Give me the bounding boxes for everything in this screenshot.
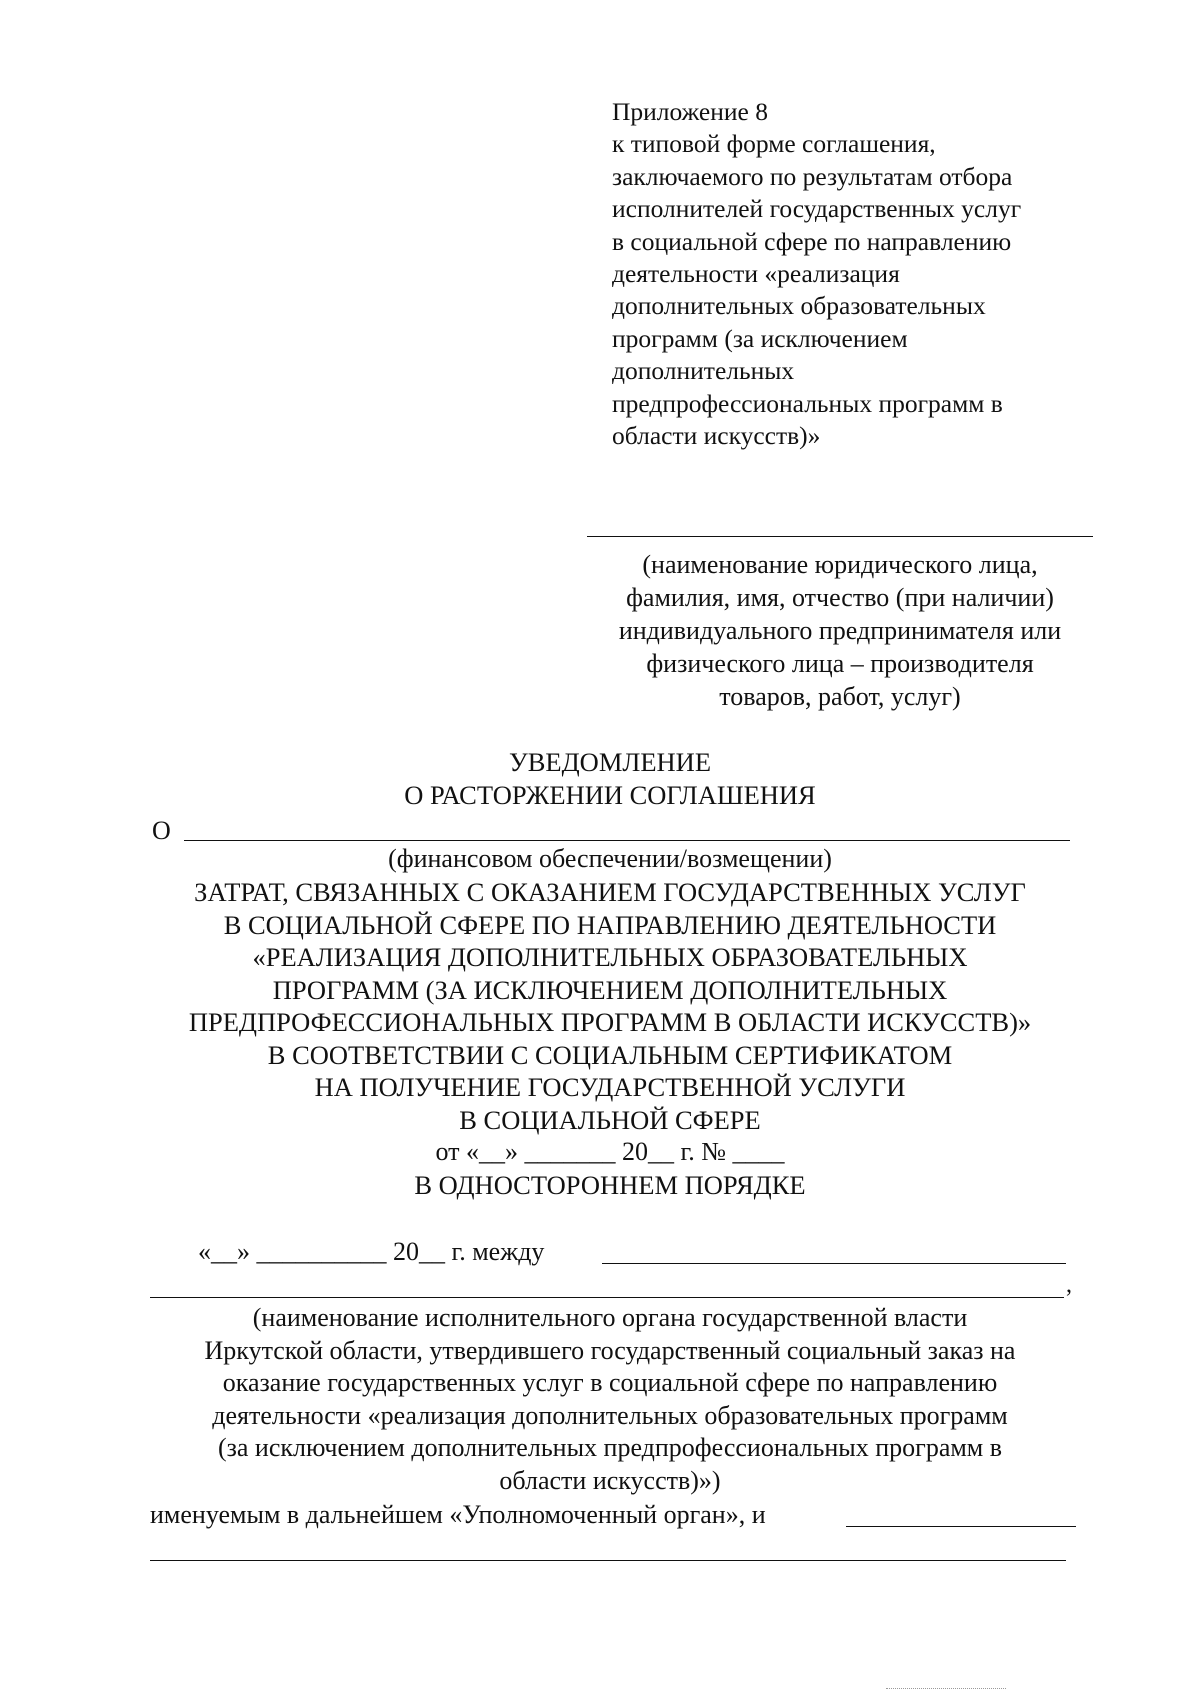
authority-caption <box>110 1302 1110 1498</box>
recipient-blank-line <box>587 536 1093 537</box>
appendix-line: Приложение 8 <box>612 97 768 126</box>
title-body-line: В СОЦИАЛЬНОЙ СФЕРЕ <box>459 1104 761 1135</box>
recipient-caption <box>560 548 1120 713</box>
between-blank-line <box>602 1263 1066 1264</box>
authority-caption-line: (наименование исполнительного органа государственной власти <box>252 1303 968 1332</box>
title-body-line: «РЕАЛИЗАЦИЯ ДОПОЛНИТЕЛЬНЫХ ОБРАЗОВАТЕЛЬНЫХ <box>252 942 968 972</box>
title-body-line: ПРОГРАММ (ЗА ИСКЛЮЧЕНИЕМ ДОПОЛНИТЕЛЬНЫХ <box>272 974 948 1005</box>
date-between-text: «__» __________ 20__ г. между <box>198 1237 545 1266</box>
appendix-line: к типовой форме соглашения, <box>612 129 936 159</box>
appendix-block <box>612 96 1132 452</box>
authority-caption-line: деятельности «реализация дополнительных образовательных программ <box>212 1400 1008 1430</box>
appendix-line: дополнительных <box>612 356 795 386</box>
named-authority-text: именуемым в дальнейшем «Уполномоченный орган», и <box>150 1500 766 1529</box>
appendix-line: исполнителей государственных услуг <box>612 194 1022 224</box>
o-caption: (финансовом обеспечении/возмещении) <box>388 844 832 873</box>
appendix-line: программ (за исключением <box>612 323 908 353</box>
title-closing-line: В ОДНОСТОРОННЕМ ПОРЯДКЕ <box>414 1169 806 1200</box>
appendix-line: деятельности «реализация <box>612 259 900 289</box>
title-line-termination: О РАСТОРЖЕНИИ СОГЛАШЕНИЯ <box>404 780 816 810</box>
document-title <box>140 746 1080 812</box>
authority-caption-line: Иркутской области, утвердившего государственный социальный заказ на <box>204 1335 1016 1365</box>
title-line-notification: УВЕДОМЛЕНИЕ <box>508 747 712 777</box>
recipient-caption-line: индивидуального предпринимателя или <box>618 616 1062 645</box>
title-body-line: НА ПОЛУЧЕНИЕ ГОСУДАРСТВЕННОЙ УСЛУГИ <box>314 1072 906 1102</box>
o-prefix: О <box>152 816 171 845</box>
recipient-caption-line: (наименование юридического лица, <box>642 550 1038 579</box>
title-body-line: В СООТВЕТСТВИИ С СОЦИАЛЬНЫМ СЕРТИФИКАТОМ <box>267 1039 953 1070</box>
between-blank-line-2 <box>150 1297 1064 1298</box>
title-body-line: ПРЕДПРОФЕССИОНАЛЬНЫХ ПРОГРАММ В ОБЛАСТИ ИСКУССТВ)» <box>188 1007 1032 1037</box>
appendix-line: дополнительных образовательных <box>612 291 986 321</box>
authority-caption-line: области искусств)») <box>499 1465 721 1495</box>
title-body <box>130 876 1090 1201</box>
title-body-line: ЗАТРАТ, СВЯЗАННЫХ С ОКАЗАНИЕМ ГОСУДАРСТВЕННЫХ УСЛУГ <box>194 877 1026 907</box>
appendix-line: в социальной сфере по направлению <box>612 226 1012 256</box>
contractor-blank-line <box>846 1526 1076 1527</box>
appendix-line: области искусств)» <box>612 421 821 451</box>
appendix-line: предпрофессиональных программ в <box>612 388 1003 418</box>
contractor-blank-line-2 <box>150 1560 1066 1561</box>
o-blank-line <box>184 840 1070 841</box>
scan-artifact <box>886 1688 1006 1690</box>
recipient-caption-line: товаров, работ, услуг) <box>719 682 961 711</box>
recipient-caption-line: физического лица – производителя <box>646 649 1034 678</box>
authority-caption-line: (за исключением дополнительных предпрофессиональных программ в <box>217 1433 1003 1463</box>
title-body-line: В СОЦИАЛЬНОЙ СФЕРЕ ПО НАПРАВЛЕНИЮ ДЕЯТЕЛЬНОСТИ <box>223 909 997 940</box>
title-date-line: от «__» _______ 20__ г. № ____ <box>435 1137 785 1166</box>
recipient-caption-line: фамилия, имя, отчество (при наличии) <box>626 583 1054 612</box>
authority-caption-line: оказание государственных услуг в социальной сфере по направлению <box>222 1368 998 1398</box>
appendix-line: заключаемого по результатам отбора <box>612 161 1013 191</box>
comma-mark: , <box>1066 1272 1072 1298</box>
